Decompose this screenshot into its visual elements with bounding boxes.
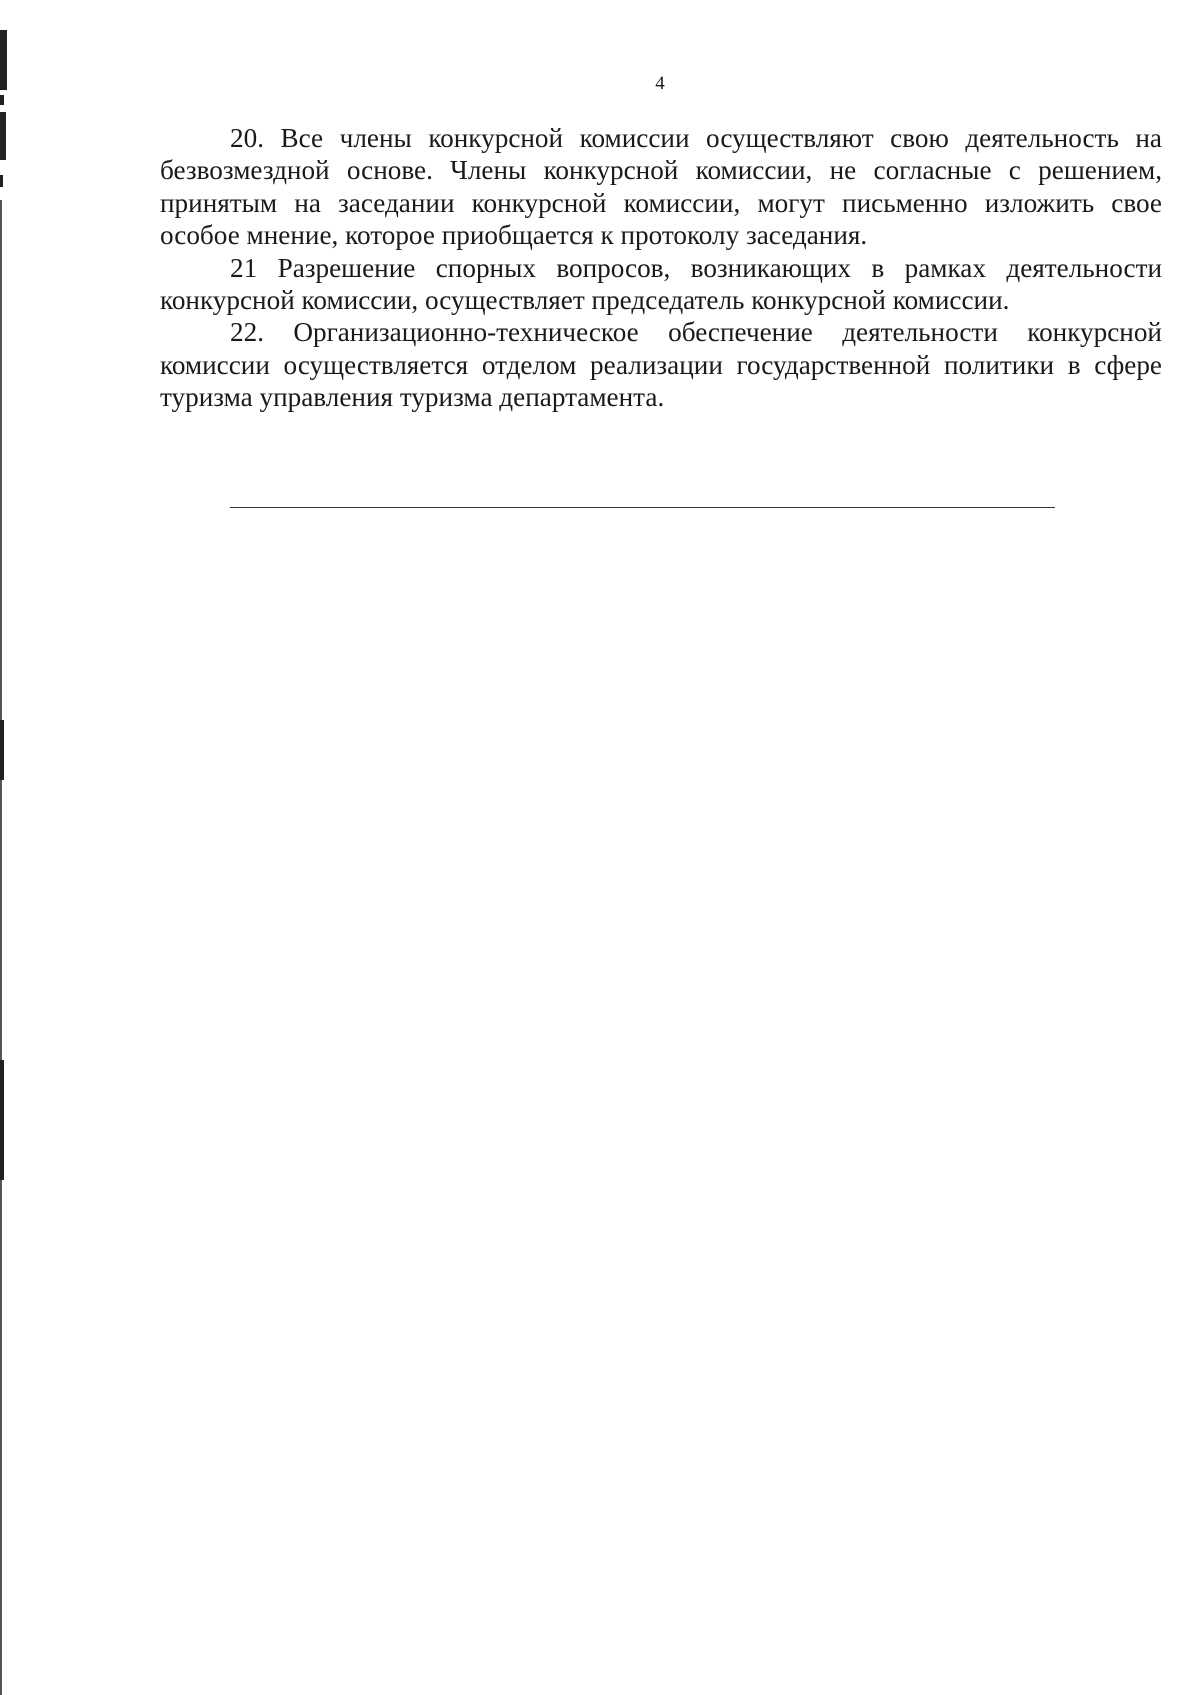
paragraph-21: 21 Разрешение спорных вопросов, возникающих в рамках деятельности конкурсной комиссии, осуществляет председатель конкурсной комиссии. [160,252,1162,316]
document-end-rule [230,507,1055,508]
document-body [160,122,1162,414]
scan-edge-artifact [0,0,9,1695]
paragraph-22: 22. Организационно-техническое обеспечение деятельности конкурсной комиссии осуществляется отделом реализации государственной политики в сфере туризма управления туризма департамента. [160,317,1162,413]
page-number: 4 [655,73,665,94]
paragraph-20: 20. Все члены конкурсной комиссии осуществляют свою деятельность на безвозмездной основе. Члены конкурсной комиссии, не согласные с решением, принятым на заседании конкурсной комиссии, могут письменно изложить свое особое мнение, которое приобщается к протоколу заседания. [160,123,1162,251]
